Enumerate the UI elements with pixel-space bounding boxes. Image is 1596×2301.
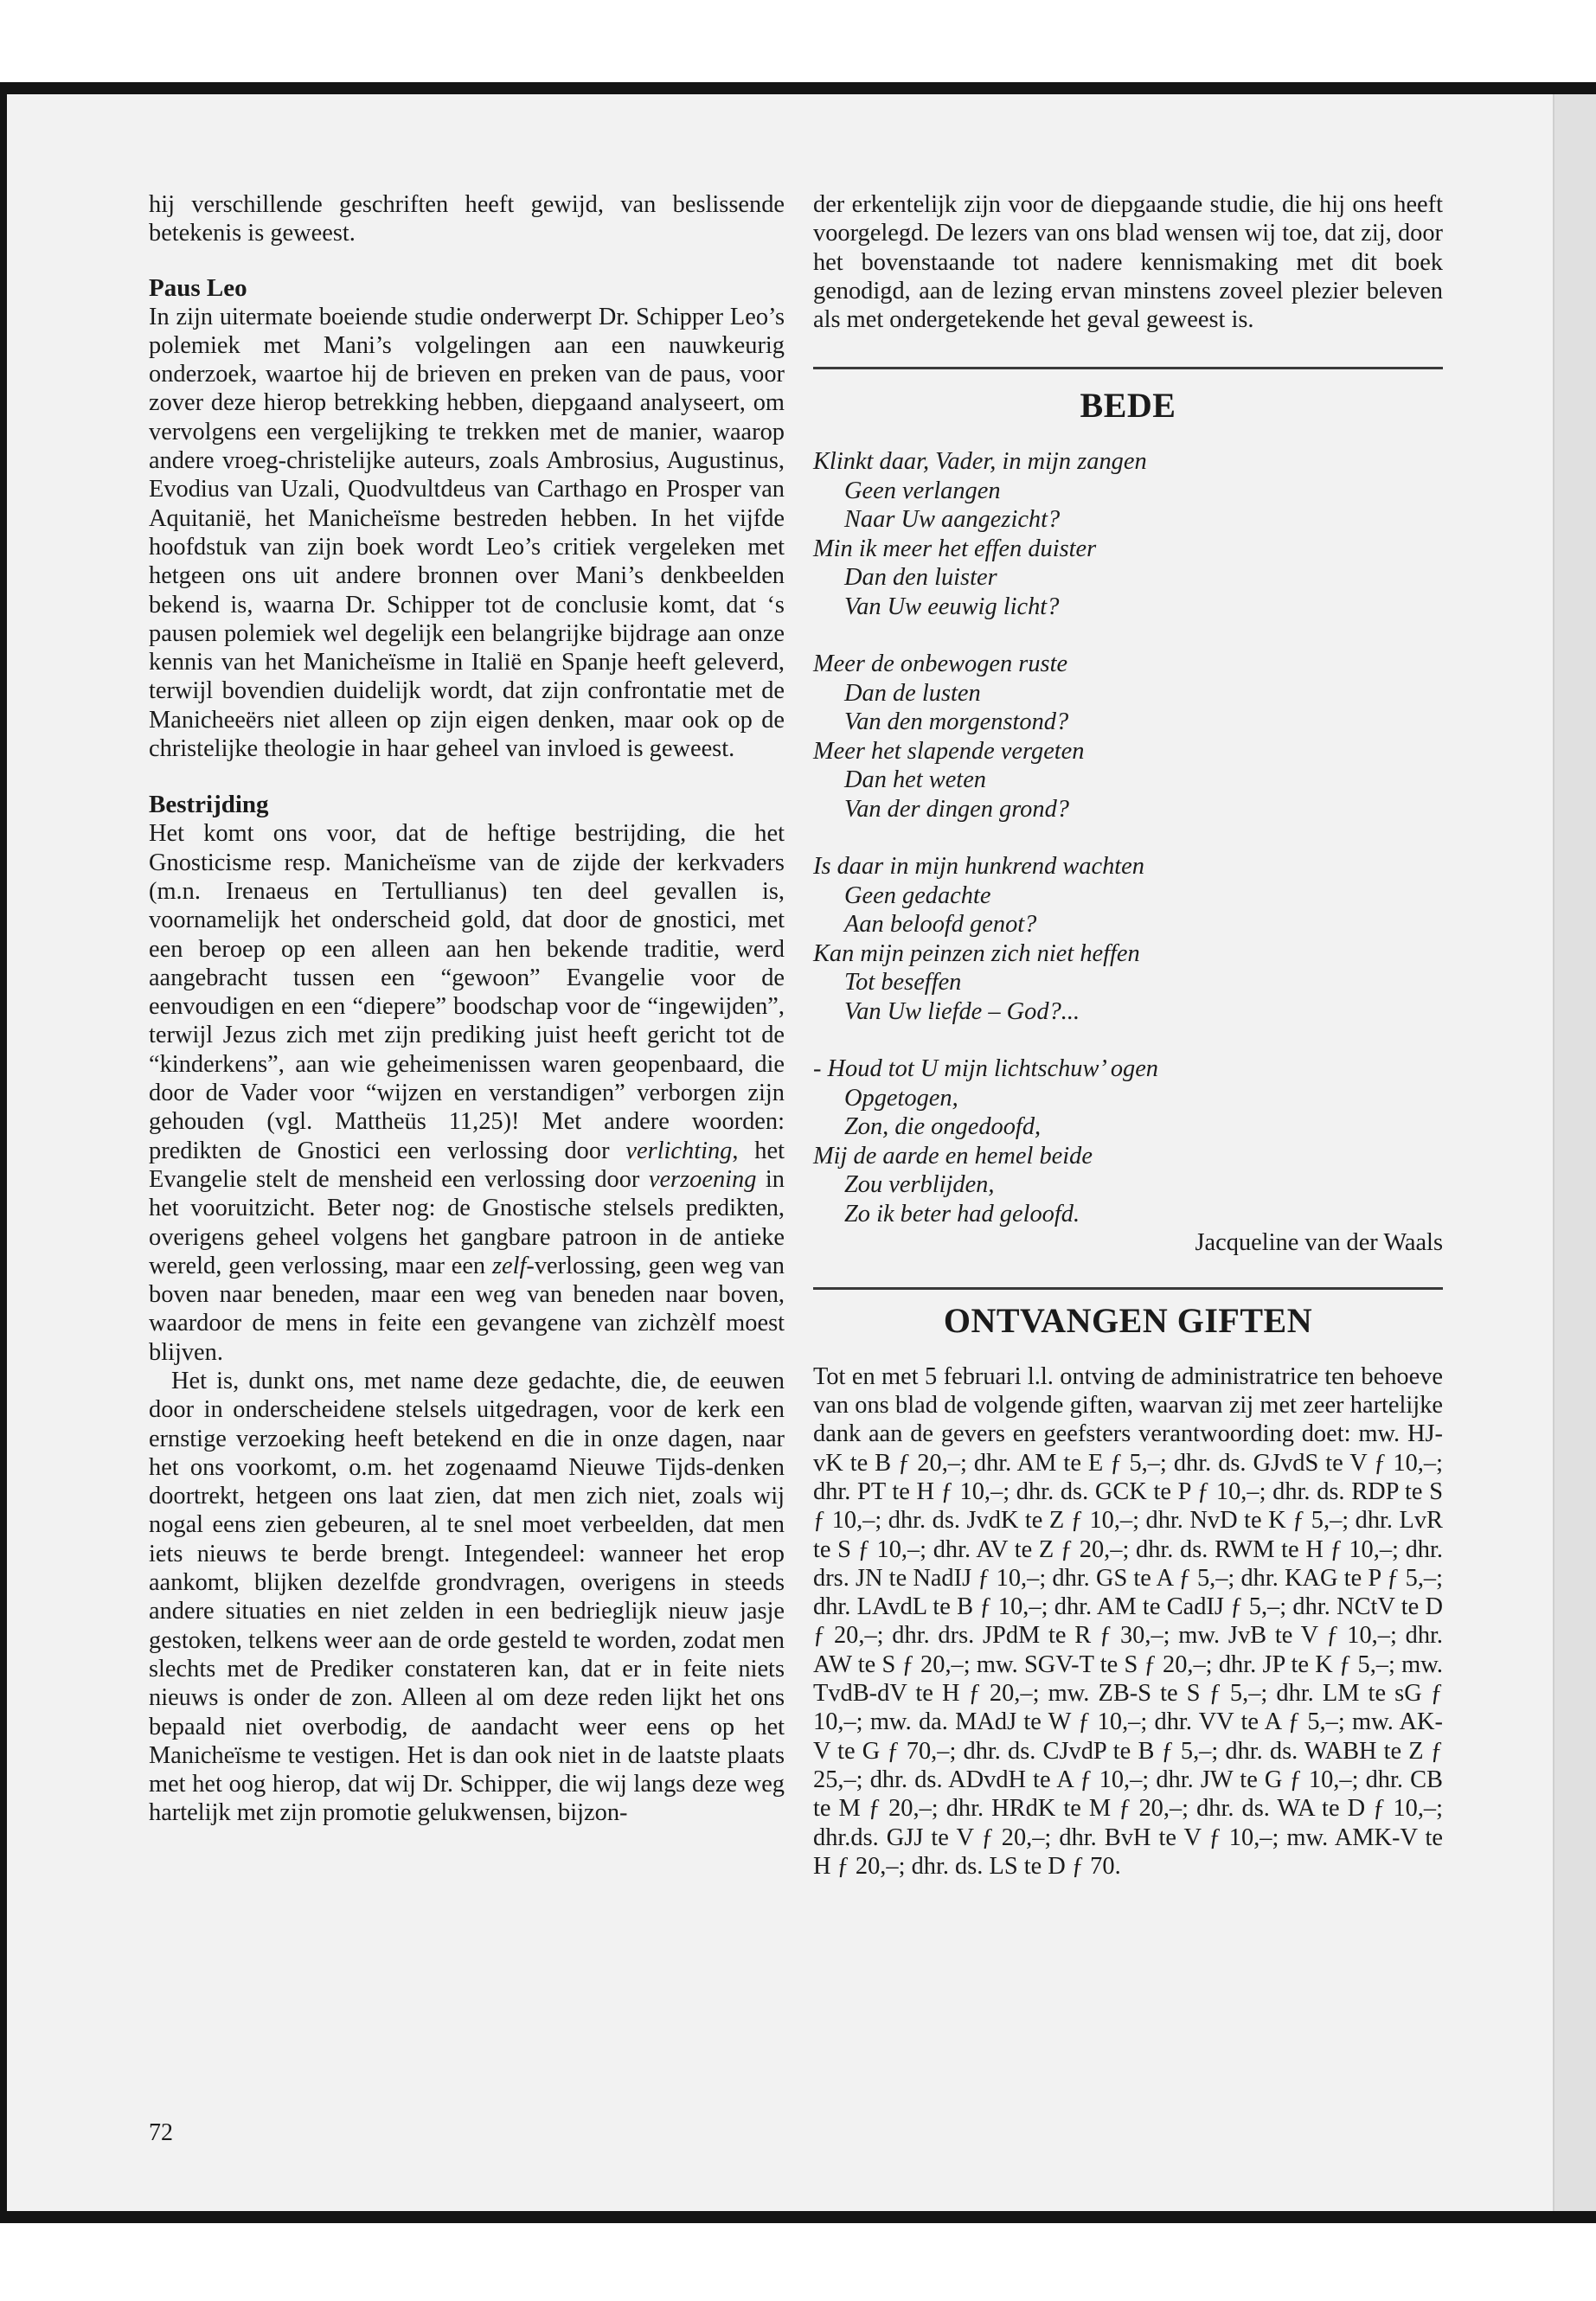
poem-line: Aan beloofd genot? [844, 911, 1037, 939]
intro-paragraph: hij verschillende geschriften heeft gewijd, van beslissende betekenis is geweest. [149, 191, 785, 247]
poem-line: Klinkt daar, Vader, in mijn zangen [813, 448, 1147, 476]
poem-line: Dan het weten [844, 766, 986, 794]
poem-line: Meer de onbewogen ruste [813, 651, 1068, 678]
continuation-paragraph: der erkentelijk zijn voor de diepgaande studie, die hij ons heeft voorgelegd. De lezers van ons blad wensen wij toe, dat zij, door het bovenstaande tot nadere kennismaking met dit boek genodigd, aan de lezing ervan minstens zoveel plezier beleven als met ondergetekende het geval geweest is. [813, 191, 1443, 334]
poem-line: Dan de lusten [844, 679, 981, 707]
poem-line: Van Uw eeuwig licht? [844, 593, 1060, 620]
emphasis-zelf: zelf [491, 1252, 527, 1279]
poem-line: Meer het slapende vergeten [813, 737, 1085, 765]
emphasis-verzoening: verzoening [648, 1165, 757, 1193]
poem-line: Opgetogen, [844, 1084, 958, 1112]
poem-line: Van Uw liefde – God?... [844, 997, 1080, 1025]
poem-line: Zon, die ongedoofd, [844, 1113, 1042, 1141]
heading-paus-leo: Paus Leo [149, 273, 247, 302]
scan-right-edge [1553, 94, 1596, 2211]
poem-line: - Houd tot U mijn lichtschuw’ ogen [813, 1055, 1159, 1083]
poem-line: Min ik meer het effen duister [813, 535, 1097, 562]
poem-stanza [813, 1054, 1443, 1228]
right-column [813, 190, 1443, 1881]
poem-stanza [813, 852, 1443, 1026]
emphasis-verlichting: verlichting [625, 1137, 733, 1164]
page-number: 72 [149, 2119, 173, 2146]
poem-line: Kan mijn peinzen zich niet heffen [813, 939, 1140, 967]
poem-line: Tot beseffen [844, 969, 962, 997]
poem-line: Mij de aarde en hemel beide [813, 1142, 1093, 1170]
poem-line: Naar Uw aangezicht? [844, 506, 1061, 534]
scan-bottom-border [0, 2211, 1596, 2223]
poem-line: Van den morgenstond? [844, 708, 1069, 736]
section-rule-giften [813, 1287, 1443, 1290]
poem-title: BEDE [1080, 386, 1176, 426]
scan-top-border [0, 82, 1596, 94]
poem-line: Zo ik beter had geloofd. [844, 1200, 1080, 1227]
poem-line: Geen verlangen [844, 477, 1001, 504]
poem-line: Dan den luister [844, 564, 997, 592]
heading-bestrijding: Bestrijding [149, 791, 269, 819]
scan-left-border [0, 82, 7, 2223]
poem-line: Is daar in mijn hunkrend wachten [813, 853, 1144, 881]
poem-line: Zou verblijden, [844, 1171, 995, 1199]
poem-stanza [813, 650, 1443, 824]
bestrijding-paragraph-1: Het komt ons voor, dat de heftige bestrijding, die het Gnosticisme resp. Manicheïsme van de zijde der kerkvaders (m.n. Irenaeus en Tertullianus) ten deel gevallen is, voornamelijk het onderscheid gold, dat door de gnostici, met een beroep op een alleen aan hen bekende traditie, werd aangebracht tussen een “gewoon” Evangelie voor de eenvoudigen en een “diepere” boodschap voor de “ingewijden”, terwijl Jezus zich met zijn prediking juist heeft gericht tot de “kinderkens”, aan wie geheimenissen waren geopenbaard, die door de Vader voor “wijzen en verstandigen” verborgen zijn gehouden (vgl. Mattheüs 11,25)! Met andere woorden: predikten de Gnostici een verlossing door verlichting, het Evangelie stelt de mensheid een verlossing door verzoening in het vooruitzicht. Beter nog: de Gnostische stelsels predikten, overigens geheel volgens het gangbare patroon in de antieke wereld, geen verlossing, maar een zelf-verlossing, geen weg van boven naar beneden, maar een weg van beneden naar boven, waardoor de mens in feite een gevangene van zichzèlf moest blijven. [149, 820, 785, 1366]
paus-leo-paragraph: In zijn uitermate boeiende studie onderwerpt Dr. Schipper Leo’s polemiek met Mani’s volgelingen aan een nauwkeurig onderzoek, waartoe hij de brieven en preken van de paus, voor zover deze hierop betrekking hebben, diepgaand analyseert, om vervolgens een vergelijking te trekken met de manier, waarop andere vroeg-christelijke auteurs, zoals Ambrosius, Augustinus, Evodius van Uzali, Quodvultdeus van Carthago en Prosper van Aquitanië, het Manicheïsme bestreden hebben. In het vijfde hoofdstuk van zijn boek wordt Leo’s critiek vergeleken met hetgeen ons uit andere bronnen over Mani’s denkbeelden bekend is, waarna Dr. Schipper tot de conclusie komt, dat ‘s pausen polemiek wel degelijk een belangrijke bijdrage aan onze kennis van het Manicheïsme in Italië en Spanje heeft geleverd, terwijl bovendien duidelijk wordt, dat zijn confrontatie met de Manicheeërs niet alleen op zijn eigen denken, maar ook op de christelijke theologie in haar geheel van invloed is geweest. [149, 303, 785, 763]
poem-bede [813, 447, 1443, 1228]
gifts-paragraph: Tot en met 5 februari l.l. ontving de administratrice ten behoeve van ons blad de volgende giften, waarvan zij met zeer hartelijke dank aan de gevers en geefsters verantwoording doet: mw. HJ-vK te B ƒ 20,–; dhr. AM te E ƒ 5,–; dhr. ds. GJvdS te V ƒ 10,–; dhr. PT te H ƒ 10,–; dhr. ds. GCK te P ƒ 10,–; dhr. ds. RDP te S ƒ 10,–; dhr. ds. JvdK te Z ƒ 10,–; dhr. NvD te K ƒ 5,–; dhr. LvR te S ƒ 10,–; dhr. AV te Z ƒ 20,–; dhr. ds. RWM te H ƒ 10,–; dhr. drs. JN te NadIJ ƒ 10,–; dhr. GS te A ƒ 5,–; dhr. KAG te P ƒ 5,–; dhr. LAvdL te B ƒ 10,–; dhr. AM te CadIJ ƒ 5,–; dhr. NCtV te D ƒ 20,–; dhr. drs. JPdM te R ƒ 30,–; mw. JvB te V ƒ 10,–; dhr. AW te S ƒ 20,–; mw. SGV-T te S ƒ 20,–; dhr. JP te K ƒ 5,–; mw. TvdB-dV te H ƒ 20,–; mw. ZB-S te S ƒ 5,–; dhr. LM te sG ƒ 10,–; mw. da. MAdJ te W ƒ 10,–; dhr. VV te A ƒ 5,–; mw. AK-V te G ƒ 70,–; dhr. ds. CJvdP te B ƒ 5,–; dhr. ds. WABH te Z ƒ 25,–; dhr. ds. ADvdH te A ƒ 10,–; dhr. JW te G ƒ 10,–; dhr. CB te M ƒ 20,–; dhr. HRdK te M ƒ 20,–; dhr. ds. WA te D ƒ 10,–; dhr.ds. GJJ te V ƒ 20,–; dhr. BvH te V ƒ 10,–; mw. AMK-V te H ƒ 20,–; dhr. ds. LS te D ƒ 70. [813, 1362, 1443, 1880]
poem-author: Jacqueline van der Waals [1195, 1229, 1443, 1257]
poem-line: Geen gedachte [844, 881, 991, 909]
poem-line: Van der dingen grond? [844, 795, 1069, 823]
left-column [149, 190, 785, 1828]
poem-stanza [813, 447, 1443, 621]
gifts-title: ONTVANGEN GIFTEN [943, 1300, 1313, 1340]
section-rule-bede [813, 367, 1443, 369]
bestrijding-paragraph-2: Het is, dunkt ons, met name deze gedachte, die, de eeuwen door in onderscheidene stelsels uitgedragen, voor de kerk een ernstige verzoeking heeft betekend en die in onze dagen, naar het ons voorkomt, o.m. het zogenaamd Nieuwe Tijds-denken doortrekt, hetgeen ons laat zien, dat men zich niet, zoals wij nogal eens zien gebeuren, al te snel moet verbeelden, dat men iets nieuws te berde brengt. Integendeel: wanneer het erop aankomt, blijken dezelfde grondvragen, overigens in steeds andere situaties en niet zelden in een bedrieglijk nieuw jasje gestoken, telkens weer aan de orde gesteld te worden, zodat men slechts met de Prediker constateren kan, dat er in feite niets nieuws is onder de zon. Alleen al om deze reden lijkt het ons bepaald niet overbodig, de aandacht weer eens op het Manicheïsme te vestigen. Het is dan ook niet in de laatste plaats met het oog hierop, dat wij Dr. Schipper, die wij langs deze weg hartelijk met zijn promotie gelukwensen, bijzon- [149, 1367, 785, 1827]
